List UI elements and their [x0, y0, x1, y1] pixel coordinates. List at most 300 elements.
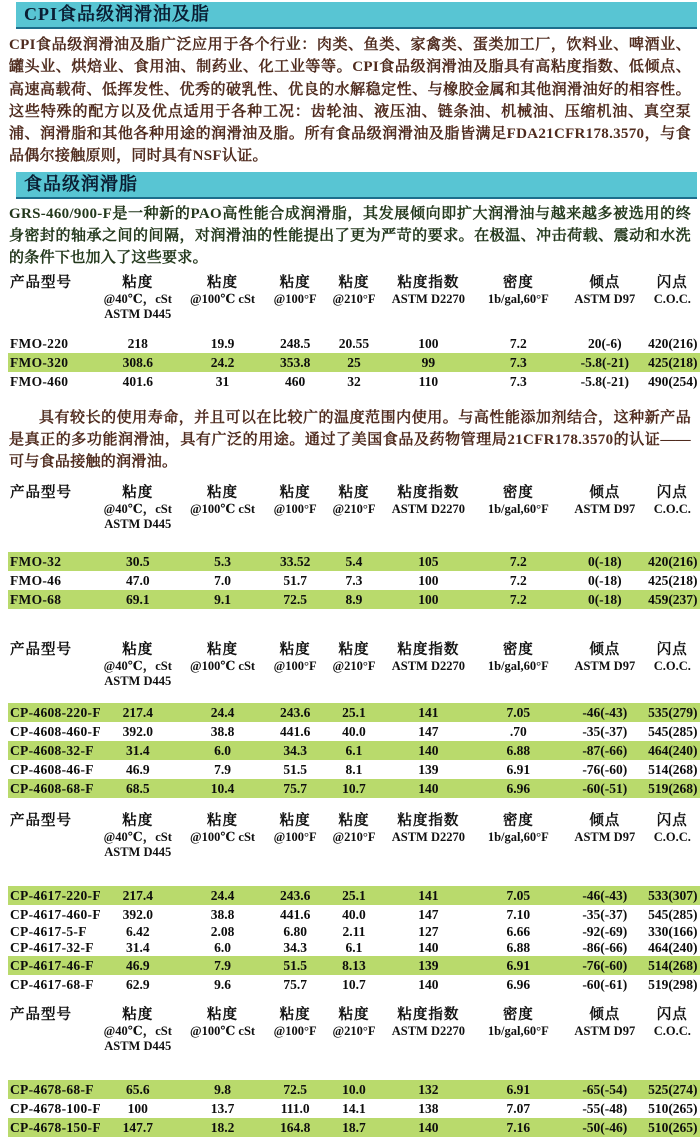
value-cell: 13.7: [210, 1100, 235, 1116]
header-gap: [8, 689, 700, 703]
value-cell: 6.0: [214, 939, 231, 955]
value-cell: 139: [418, 761, 439, 777]
value-cell: 0(-18): [587, 553, 622, 569]
column-header-line: 粘度: [279, 484, 311, 501]
product-model-cell: CP-4617-46-F: [10, 957, 94, 973]
table-row: [8, 886, 700, 905]
value-cell: 243.6: [279, 887, 311, 903]
column-header: [181, 641, 264, 689]
value-cell: -87(-66): [582, 742, 628, 758]
column-header-product: [8, 484, 95, 532]
column-header-line: 粘度: [122, 274, 154, 291]
column-header: [326, 641, 381, 689]
value-cell: 140: [418, 1119, 439, 1135]
column-header-line: ASTM D445: [104, 306, 172, 321]
column-header-line: 闪点: [656, 1006, 688, 1023]
column-header: [326, 274, 381, 322]
column-header: [264, 641, 326, 689]
column-header-line: 倾点: [589, 812, 621, 829]
column-header-line: 产品型号: [10, 812, 72, 829]
value-cell: 6.42: [125, 923, 150, 939]
header-gap: [8, 1054, 700, 1080]
value-cell: -60(-51): [582, 780, 628, 796]
value-cell: 5.3: [214, 553, 231, 569]
value-cell: 38.8: [210, 723, 235, 739]
column-header: [562, 812, 649, 860]
value-cell: 330(166): [648, 923, 698, 939]
table-row: [8, 703, 700, 722]
spec-table-cp-4617: [8, 812, 700, 994]
value-cell: -55(-48): [582, 1100, 628, 1116]
value-cell: 100: [418, 335, 439, 351]
value-cell: -60(-61): [582, 976, 628, 992]
value-cell: 40.0: [342, 723, 366, 739]
column-header-line: 闪点: [656, 274, 688, 291]
column-header-line: @100°F: [273, 291, 317, 306]
value-cell: 441.6: [279, 723, 311, 739]
column-header-line: 倾点: [589, 274, 621, 291]
value-cell: 20(-6): [587, 335, 622, 351]
product-model-cell: FMO-460: [10, 373, 69, 389]
column-header: [475, 484, 562, 532]
value-cell: 308.6: [122, 354, 153, 370]
value-cell: 138: [418, 1100, 439, 1116]
header-gap: [8, 532, 700, 552]
value-cell: 69.1: [125, 591, 150, 607]
table-row: [8, 571, 700, 590]
column-header: [382, 812, 475, 860]
value-cell: 7.2: [509, 572, 527, 588]
value-cell: 7.3: [509, 354, 527, 370]
product-model-cell: CP-4608-46-F: [10, 761, 94, 777]
value-cell: 6.88: [506, 742, 531, 758]
value-cell: 353.8: [279, 354, 311, 370]
value-cell: 19.9: [210, 335, 235, 351]
table-row: [8, 924, 700, 940]
value-cell: -35(-37): [582, 723, 628, 739]
value-cell: 105: [418, 553, 439, 569]
value-cell: 519(268): [648, 780, 698, 796]
value-cell: -92(-69): [582, 923, 628, 939]
column-header-line: 倾点: [589, 1006, 621, 1023]
table-row: [8, 334, 700, 353]
value-cell: 535(279): [648, 704, 698, 720]
table-header-row: [8, 812, 700, 860]
column-header-product: [8, 274, 95, 322]
column-header: [181, 812, 264, 860]
value-cell: -50(-46): [582, 1119, 628, 1135]
column-header-line: 倾点: [589, 484, 621, 501]
column-header-product: [8, 641, 95, 689]
column-header-line: 1b/gal,60°F: [487, 501, 549, 516]
value-cell: 420(216): [648, 553, 698, 569]
column-header: [95, 274, 182, 322]
product-model-cell: FMO-68: [10, 591, 62, 607]
product-model-cell: CP-4608-32-F: [10, 742, 94, 758]
value-cell: 9.1: [214, 591, 231, 607]
column-header: [648, 484, 696, 532]
value-cell: -65(-54): [582, 1081, 628, 1097]
value-cell: 8.13: [342, 957, 366, 973]
value-cell: 127: [418, 923, 439, 939]
value-cell: 7.10: [506, 906, 531, 922]
value-cell: 6.96: [506, 780, 531, 796]
value-cell: 75.7: [283, 780, 307, 796]
column-header-line: 产品型号: [10, 274, 72, 291]
datasheet-page: [0, 2, 700, 1136]
column-header-line: ASTM D2270: [391, 291, 465, 306]
product-model-cell: FMO-220: [10, 335, 69, 351]
column-header-line: @40℃，cSt: [103, 501, 172, 516]
value-cell: 514(268): [648, 957, 698, 973]
product-model-cell: FMO-320: [10, 354, 69, 370]
value-cell: 6.1: [345, 742, 363, 758]
table-header-row: [8, 484, 700, 532]
column-header-line: 粘度: [122, 641, 154, 658]
value-cell: 7.2: [509, 553, 527, 569]
product-model-cell: CP-4617-220-F: [10, 887, 101, 903]
value-cell: 132: [418, 1081, 439, 1097]
value-cell: 30.5: [125, 553, 150, 569]
column-header: [95, 812, 182, 860]
column-header: [95, 484, 182, 532]
value-cell: 7.9: [214, 761, 231, 777]
column-header-line: 粘度: [279, 1006, 311, 1023]
column-header-line: 粘度: [279, 812, 311, 829]
column-header-line: 粘度: [122, 812, 154, 829]
column-header-line: ASTM D445: [104, 516, 172, 531]
value-cell: -5.8(-21): [580, 373, 629, 389]
column-header-line: ASTM D2270: [391, 1023, 465, 1038]
intro-paragraph: CPI食品级润滑油及脂广泛应用于各个行业：肉类、鱼类、家禽类、蛋类加工厂，饮料业、啤酒业、罐头业、烘焙业、食用油、制药业、化工业等等。CPI食品级润滑油及脂具有高粘度指数、低倾点、高速高载荷、低挥发性、优秀的破乳性、优良的水解稳定性、与橡胶金属和其他润滑油好的相容性。这些特殊的配方以及优点适用于各种工况：齿轮油、液压油、链条油、机械油、压缩机油、真空泵浦、润滑脂和其他各种用途的润滑油及脂。所有食品级润滑油及脂皆满足FDA21CFR178.3570，与食品偶尔接触原则，同时具有NSF认证。: [9, 37, 691, 165]
value-cell: 111.0: [280, 1100, 310, 1116]
table-row: [8, 372, 700, 391]
value-cell: 10.0: [342, 1081, 366, 1097]
value-cell: 248.5: [279, 335, 311, 351]
column-header-line: @100°F: [273, 501, 317, 516]
value-cell: 34.3: [283, 939, 307, 955]
column-header-line: 粘度: [338, 812, 370, 829]
column-header-line: @100°F: [273, 658, 317, 673]
column-header-line: 闪点: [656, 812, 688, 829]
value-cell: 31.4: [125, 742, 150, 758]
column-header-line: 粘度: [207, 1006, 239, 1023]
column-header: [181, 274, 264, 322]
value-cell: 51.5: [283, 761, 307, 777]
column-header-line: 粘度: [122, 1006, 154, 1023]
value-cell: 5.4: [345, 553, 363, 569]
column-header: [475, 274, 562, 322]
value-cell: 218: [127, 335, 148, 351]
table-row: [8, 779, 700, 798]
value-cell: 510(265): [648, 1119, 698, 1135]
table-row: [8, 590, 700, 609]
table-row: [8, 722, 700, 741]
product-model-cell: CP-4608-68-F: [10, 780, 94, 796]
value-cell: 20.55: [338, 335, 370, 351]
section-title-food-grade-oils: CPI食品级润滑油及脂: [16, 2, 697, 29]
column-header: [648, 274, 696, 322]
column-header: [264, 274, 326, 322]
value-cell: 9.8: [214, 1081, 231, 1097]
value-cell: 6.96: [506, 976, 531, 992]
value-cell: 420(216): [648, 335, 698, 351]
value-cell: 464(240): [648, 939, 698, 955]
spec-table-cp-4608: [8, 641, 700, 798]
column-header-line: 粘度: [207, 812, 239, 829]
value-cell: 24.4: [210, 887, 235, 903]
column-header-line: 1b/gal,60°F: [487, 291, 549, 306]
value-cell: 51.5: [283, 957, 307, 973]
table-row: [8, 975, 700, 994]
column-header-line: 密度: [502, 1006, 534, 1023]
value-cell: 7.3: [509, 373, 527, 389]
column-header-line: 1b/gal,60°F: [487, 658, 549, 673]
column-header-line: ASTM D97: [574, 501, 636, 516]
column-header-line: ASTM D97: [574, 291, 636, 306]
column-header: [382, 641, 475, 689]
column-header: [382, 274, 475, 322]
value-cell: -76(-60): [582, 761, 628, 777]
column-header-line: 粘度指数: [397, 274, 460, 291]
column-header-line: 粘度指数: [397, 484, 460, 501]
column-header: [475, 1006, 562, 1054]
value-cell: 7.2: [509, 591, 527, 607]
value-cell: 25.1: [342, 887, 366, 903]
value-cell: -46(-43): [582, 704, 628, 720]
value-cell: 7.0: [214, 572, 231, 588]
value-cell: 7.3: [345, 572, 363, 588]
column-header-line: 粘度: [207, 484, 239, 501]
value-cell: 425(218): [648, 572, 698, 588]
column-header: [475, 812, 562, 860]
column-header: [648, 641, 696, 689]
value-cell: 140: [418, 939, 439, 955]
column-header: [264, 1006, 326, 1054]
column-header-line: 粘度指数: [397, 812, 460, 829]
column-header-line: ASTM D97: [574, 1023, 636, 1038]
value-cell: 464(240): [648, 742, 698, 758]
value-cell: 533(307): [648, 887, 698, 903]
column-header-line: ASTM D97: [574, 658, 636, 673]
column-header-line: 粘度指数: [397, 641, 460, 658]
column-header-line: 密度: [502, 274, 534, 291]
column-header-line: @40℃，cSt: [103, 658, 172, 673]
column-header-line: 密度: [502, 812, 534, 829]
table-row: [8, 353, 700, 372]
value-cell: 24.2: [210, 354, 235, 370]
column-header-line: @210°F: [332, 501, 376, 516]
value-cell: 459(237): [648, 591, 698, 607]
value-cell: 6.1: [345, 939, 363, 955]
column-header: [562, 641, 649, 689]
column-header-line: 密度: [502, 641, 534, 658]
value-cell: 7.16: [506, 1119, 531, 1135]
value-cell: 140: [418, 742, 439, 758]
column-header-product: [8, 1006, 95, 1054]
value-cell: 243.6: [279, 704, 311, 720]
value-cell: -86(-66): [582, 939, 628, 955]
value-cell: 46.9: [125, 761, 150, 777]
header-gap: [8, 322, 700, 334]
value-cell: 38.8: [210, 906, 235, 922]
column-header-line: C.O.C.: [653, 829, 691, 844]
table-row: [8, 1080, 700, 1099]
table-header-row: [8, 274, 700, 322]
column-header-line: 粘度: [338, 641, 370, 658]
spec-table-fmo-high-viscosity: [8, 274, 700, 391]
value-cell: 51.7: [283, 572, 307, 588]
value-cell: 10.7: [342, 780, 366, 796]
value-cell: 0(-18): [587, 572, 622, 588]
column-header-line: @100℃ cSt: [189, 1023, 256, 1038]
value-cell: 441.6: [279, 906, 311, 922]
value-cell: -5.8(-21): [580, 354, 629, 370]
product-model-cell: CP-4608-220-F: [10, 704, 101, 720]
value-cell: 510(265): [648, 1100, 698, 1116]
column-header-line: ASTM D445: [104, 673, 172, 688]
column-header-line: 产品型号: [10, 1006, 72, 1023]
value-cell: 392.0: [122, 723, 153, 739]
value-cell: 217.4: [122, 887, 153, 903]
value-cell: 7.05: [506, 704, 531, 720]
column-header-line: C.O.C.: [653, 658, 691, 673]
column-header-line: 1b/gal,60°F: [487, 829, 549, 844]
column-header-line: 粘度指数: [397, 1006, 460, 1023]
column-header-line: @100℃ cSt: [189, 291, 256, 306]
product-model-cell: CP-4608-460-F: [10, 723, 101, 739]
value-cell: 545(285): [648, 906, 698, 922]
value-cell: 110: [418, 373, 439, 389]
value-cell: 62.9: [125, 976, 150, 992]
value-cell: 100: [418, 572, 439, 588]
value-cell: 99: [421, 354, 436, 370]
value-cell: 217.4: [122, 704, 153, 720]
value-cell: 6.91: [506, 1081, 531, 1097]
column-header-line: @100°F: [273, 1023, 317, 1038]
value-cell: 10.4: [210, 780, 235, 796]
value-cell: 140: [418, 976, 439, 992]
value-cell: 33.52: [279, 553, 311, 569]
table-header-row: [8, 641, 700, 689]
value-cell: 7.07: [506, 1100, 531, 1116]
spec-table-cp-4678: [8, 1006, 700, 1137]
value-cell: 8.1: [345, 761, 363, 777]
value-cell: 8.9: [345, 591, 363, 607]
column-header: [382, 484, 475, 532]
column-header: [475, 641, 562, 689]
column-header: [181, 484, 264, 532]
value-cell: 25.1: [342, 704, 366, 720]
product-model-cell: CP-4617-68-F: [10, 976, 94, 992]
value-cell: 46.9: [125, 957, 150, 973]
column-header-line: 粘度: [338, 1006, 370, 1023]
value-cell: 18.2: [210, 1119, 235, 1135]
value-cell: 72.5: [283, 1081, 307, 1097]
product-model-cell: CP-4678-150-F: [10, 1119, 101, 1135]
value-cell: 75.7: [283, 976, 307, 992]
column-header: [95, 641, 182, 689]
header-gap: [8, 860, 700, 886]
product-model-cell: FMO-32: [10, 553, 62, 569]
value-cell: 525(274): [648, 1081, 698, 1097]
value-cell: 139: [418, 957, 439, 973]
column-header-line: @100℃ cSt: [189, 501, 256, 516]
value-cell: 147.7: [122, 1119, 153, 1135]
value-cell: 6.91: [506, 957, 531, 973]
product-model-cell: CP-4678-68-F: [10, 1081, 94, 1097]
value-cell: -35(-37): [582, 906, 628, 922]
value-cell: 65.6: [125, 1081, 150, 1097]
value-cell: 40.0: [342, 906, 366, 922]
column-header-line: @210°F: [332, 658, 376, 673]
value-cell: 10.7: [342, 976, 366, 992]
value-cell: 141: [418, 887, 439, 903]
column-header-line: 闪点: [656, 641, 688, 658]
product-model-cell: CP-4678-100-F: [10, 1100, 101, 1116]
value-cell: 460: [285, 373, 306, 389]
value-cell: 147: [418, 906, 439, 922]
table-row: [8, 1099, 700, 1118]
section-title-food-grade-grease: 食品级润滑脂: [16, 172, 697, 199]
grease-description-paragraph: GRS-460/900-F是一种新的PAO高性能合成润滑脂，其发展倾向即扩大润滑油与越来越多被选用的终身密封的轴承之间的间隔，对润滑油的性能提出了更为严苛的要求。在极温、冲击荷载、震动和水洗的条件下也加入了这些要求。: [9, 205, 691, 267]
value-cell: -76(-60): [582, 957, 628, 973]
column-header-line: ASTM D2270: [391, 501, 465, 516]
column-header-product: [8, 812, 95, 860]
column-header-line: @210°F: [332, 291, 376, 306]
product-model-cell: CP-4617-32-F: [10, 939, 94, 955]
column-header-line: ASTM D2270: [391, 829, 465, 844]
value-cell: 18.7: [342, 1119, 366, 1135]
product-model-cell: FMO-46: [10, 572, 62, 588]
column-header: [326, 484, 381, 532]
value-cell: 68.5: [125, 780, 150, 796]
column-header-line: 粘度: [207, 274, 239, 291]
value-cell: 7.05: [506, 887, 531, 903]
value-cell: 2.08: [210, 923, 235, 939]
column-header: [562, 274, 649, 322]
column-header: [95, 1006, 182, 1054]
column-header: [562, 1006, 649, 1054]
column-header-line: @210°F: [332, 829, 376, 844]
table-row: [8, 741, 700, 760]
value-cell: 47.0: [125, 572, 150, 588]
column-header-line: @40℃，cSt: [103, 1023, 172, 1038]
table-row: [8, 905, 700, 924]
column-header-line: 粘度: [338, 274, 370, 291]
value-cell: 14.1: [342, 1100, 366, 1116]
spec-table-fmo-low-viscosity: [8, 484, 700, 609]
column-header-line: @210°F: [332, 1023, 376, 1038]
value-cell: 140: [418, 780, 439, 796]
column-header-line: 粘度: [338, 484, 370, 501]
value-cell: 0(-18): [587, 591, 622, 607]
column-header-line: 粘度: [207, 641, 239, 658]
column-header-line: ASTM D97: [574, 829, 636, 844]
value-cell: 514(268): [648, 761, 698, 777]
column-header-line: 粘度: [122, 484, 154, 501]
column-header-line: C.O.C.: [653, 291, 691, 306]
column-header-line: C.O.C.: [653, 1023, 691, 1038]
value-cell: 2.11: [342, 923, 366, 939]
column-header: [326, 1006, 381, 1054]
column-header-line: 密度: [502, 484, 534, 501]
value-cell: 425(218): [648, 354, 698, 370]
value-cell: 100: [418, 591, 439, 607]
column-header-line: @100°F: [273, 829, 317, 844]
column-header: [326, 812, 381, 860]
value-cell: 24.4: [210, 704, 235, 720]
